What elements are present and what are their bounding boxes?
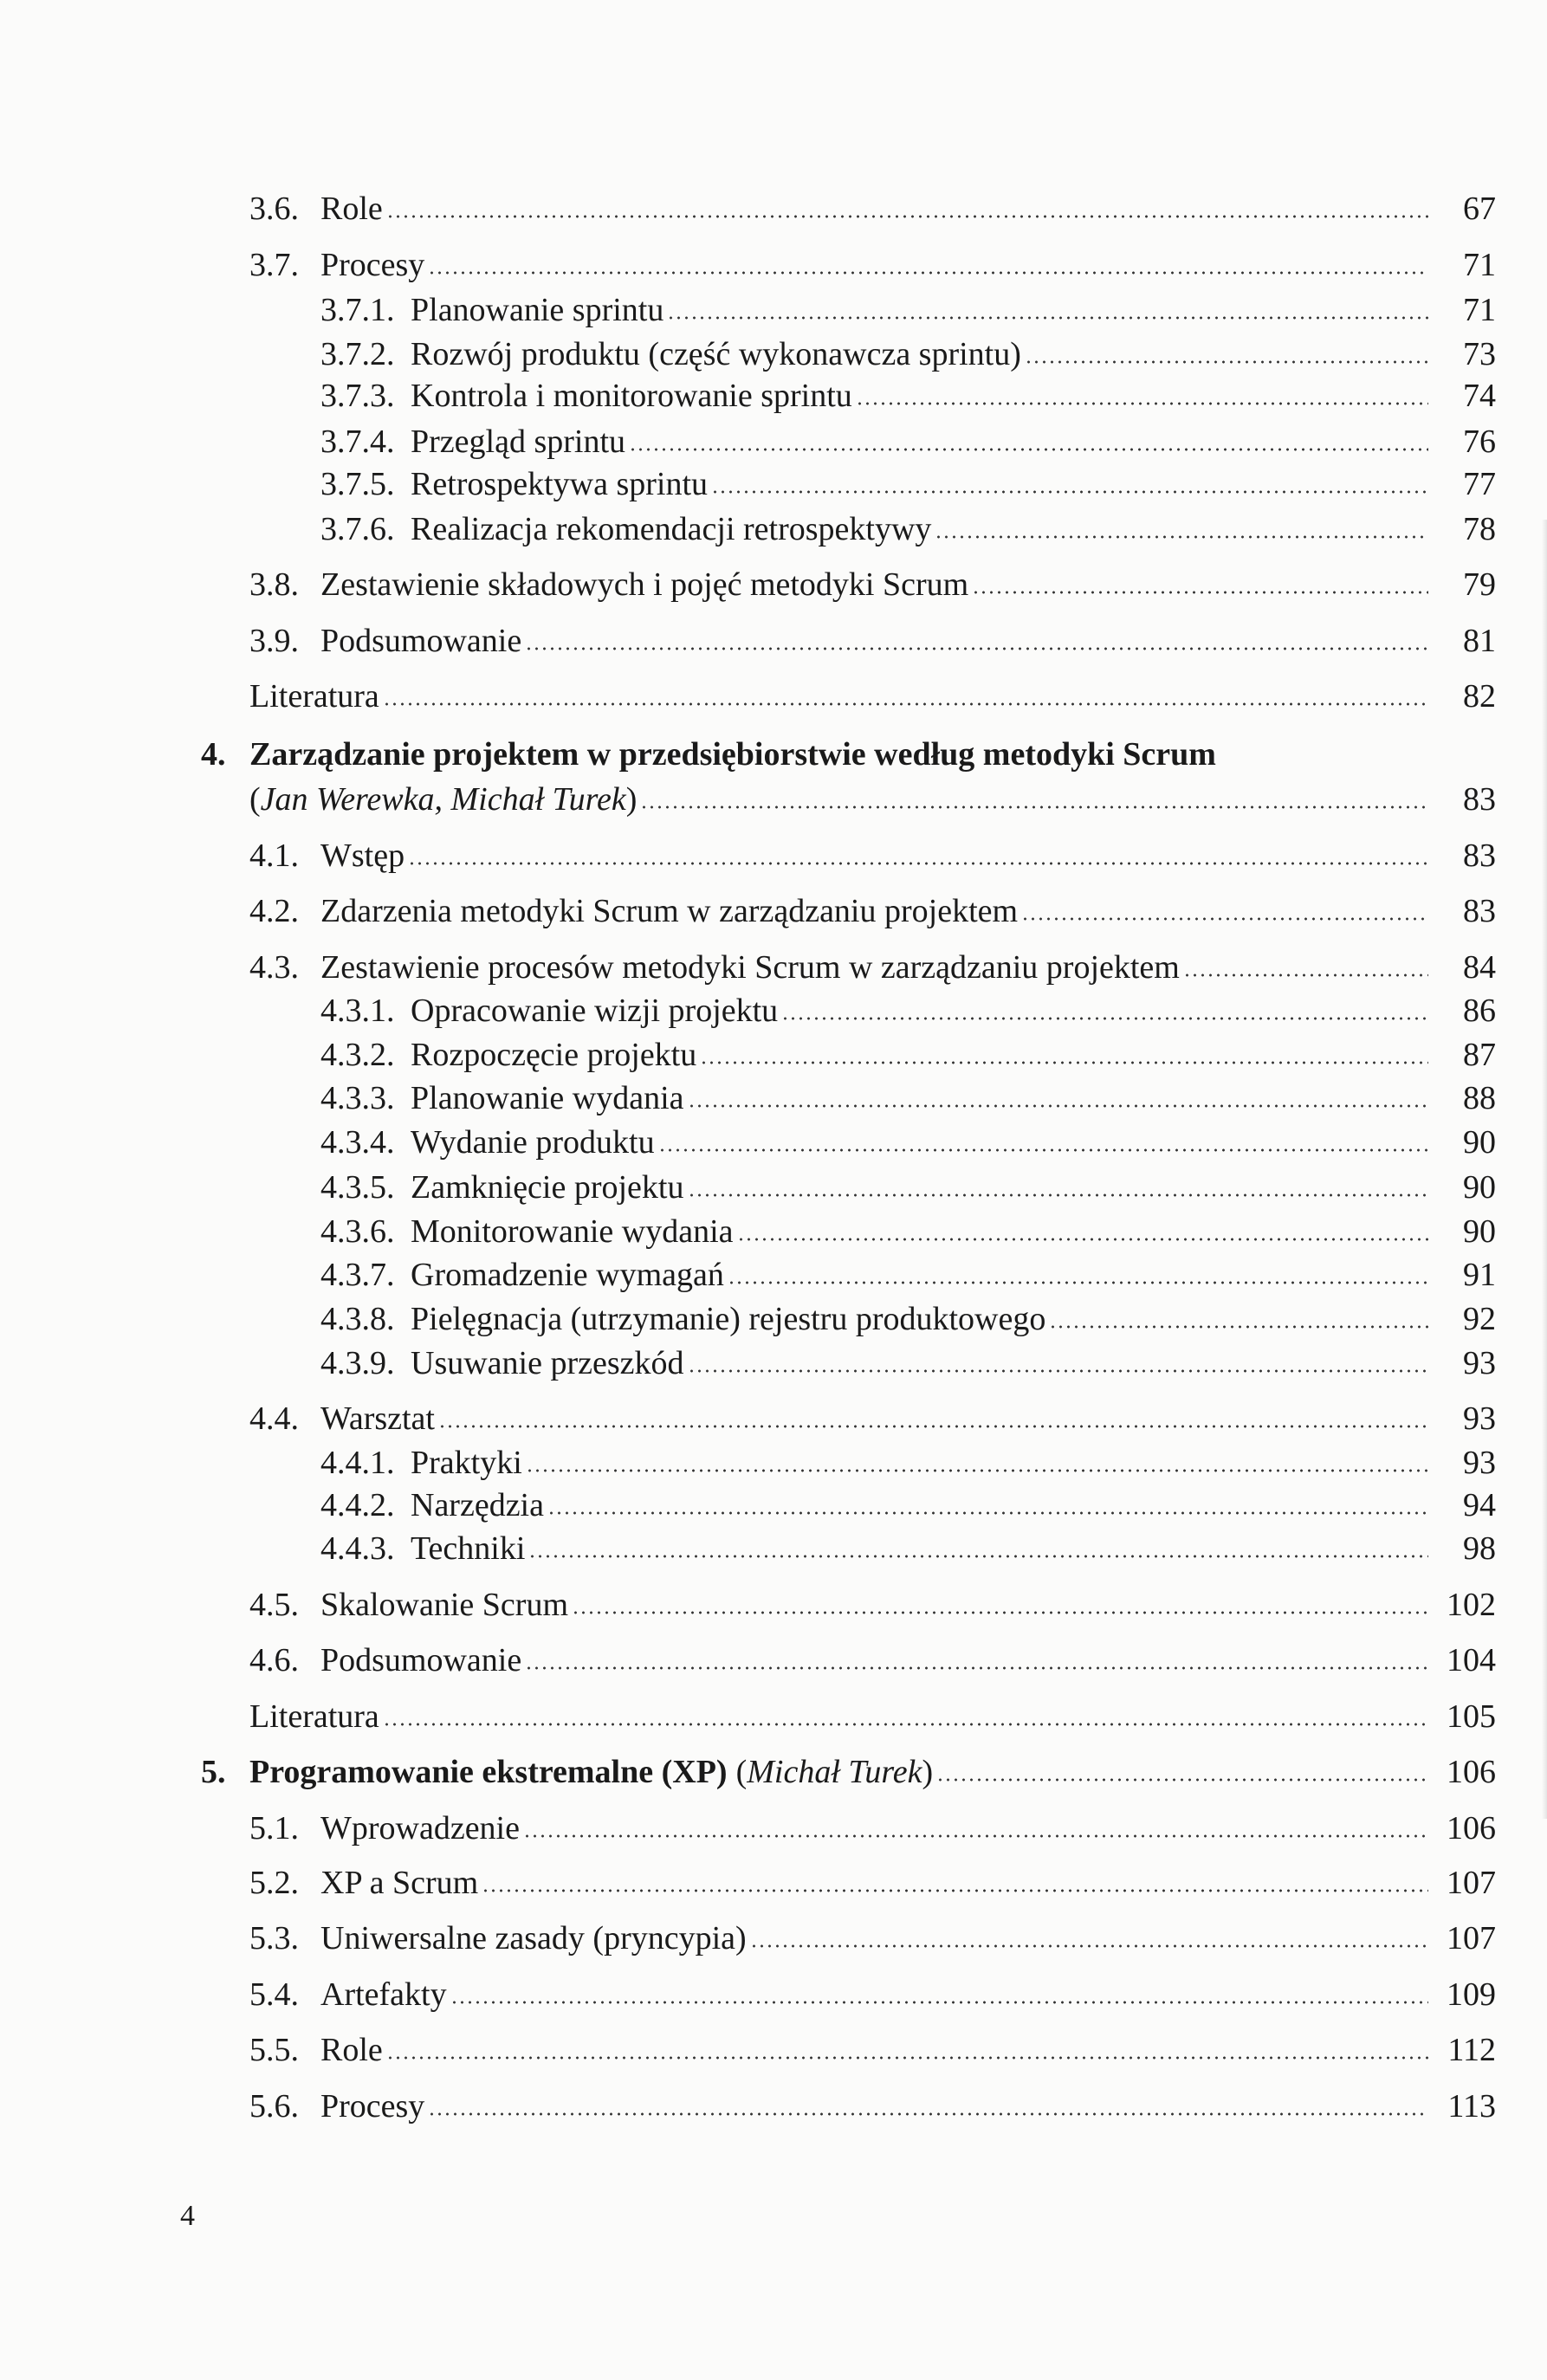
toc-entry: [320, 1255, 1496, 1295]
entry-title: Role: [320, 2032, 383, 2068]
toc-entry: [320, 422, 1496, 462]
toc-entry: [320, 290, 1496, 330]
dot-leader: [711, 489, 1428, 495]
dot-leader: [525, 646, 1428, 651]
toc-entry: [320, 1343, 1496, 1383]
entry-title: Zestawienie procesów metodyki Scrum w zarządzaniu projektem: [320, 949, 1180, 986]
entry-page: 83: [1463, 893, 1496, 929]
entry-page: 106: [1447, 1754, 1496, 1790]
entry-number: 5.1.: [249, 1810, 299, 1846]
dot-leader: [523, 1834, 1428, 1839]
toc-entry: [249, 779, 1496, 819]
entry-page: 74: [1463, 378, 1496, 414]
entry-title: Procesy: [320, 247, 425, 283]
toc-entry: [249, 947, 1496, 987]
entry-page: 90: [1463, 1169, 1496, 1206]
entry-number: 4.: [201, 736, 226, 773]
entry-page: 82: [1463, 678, 1496, 715]
toc-entry: [249, 565, 1496, 605]
entry-number: 3.6.: [249, 191, 299, 227]
dot-leader: [640, 805, 1428, 810]
dot-leader: [383, 702, 1428, 707]
dot-leader: [438, 1424, 1428, 1429]
dot-leader: [528, 1554, 1428, 1559]
entry-title: Kontrola i monitorowanie sprintu: [411, 378, 852, 414]
entry-number: 4.1.: [249, 838, 299, 874]
dot-leader: [688, 1368, 1428, 1374]
entry-title: Narzędzia: [411, 1487, 544, 1523]
toc-entry: [249, 676, 1496, 716]
dot-leader: [428, 2112, 1428, 2117]
toc-entry: [249, 621, 1496, 661]
entry-title: Zamknięcie projektu: [411, 1169, 684, 1206]
entry-title: Rozpoczęcie projektu: [411, 1037, 697, 1073]
dot-leader: [1021, 916, 1428, 922]
entry-title: Skalowanie Scrum: [320, 1587, 569, 1623]
toc-entry: [249, 245, 1496, 285]
entry-title: Wprowadzenie: [320, 1810, 520, 1846]
entry-page: 104: [1447, 1642, 1496, 1678]
entry-page: 112: [1447, 2032, 1496, 2068]
toc-entry: [320, 509, 1496, 549]
entry-page: 92: [1463, 1301, 1496, 1337]
toc-entry: [249, 189, 1496, 229]
entry-title: Wstęp: [320, 838, 405, 874]
entry-number: 4.3.4.: [320, 1124, 395, 1161]
entry-number: 4.3.7.: [320, 1257, 395, 1293]
entry-page: 84: [1463, 949, 1496, 986]
entry-page: 88: [1463, 1080, 1496, 1116]
entry-title: Wydanie produktu: [411, 1124, 655, 1161]
entry-title: XP a Scrum: [320, 1865, 479, 1901]
entry-number: 4.3.6.: [320, 1213, 395, 1250]
toc-entry: [249, 1697, 1496, 1736]
entry-author: ( Michał Turek ): [736, 1752, 934, 1792]
toc-entry: [249, 1975, 1496, 2015]
entry-page: 109: [1447, 1976, 1496, 2013]
entry-title: Literatura: [249, 678, 379, 715]
toc-entry: [249, 1918, 1496, 1958]
entry-page: 93: [1463, 1345, 1496, 1381]
entry-number: 5.2.: [249, 1865, 299, 1901]
entry-page: 94: [1463, 1487, 1496, 1523]
entry-title: Opracowanie wizji projektu: [411, 993, 779, 1029]
entry-number: 4.4.3.: [320, 1530, 395, 1567]
toc-entry: [320, 376, 1496, 416]
entry-number: 3.7.6.: [320, 511, 395, 547]
entry-page: 105: [1447, 1698, 1496, 1735]
entry-title: Programowanie ekstremalne (XP): [249, 1754, 728, 1790]
entry-number: 4.4.: [249, 1400, 299, 1437]
dot-leader: [737, 1237, 1428, 1242]
entry-title: Role: [320, 191, 383, 227]
entry-title: Zarządzanie projektem w przedsiębiorstwie według metodyki Scrum: [249, 736, 1216, 773]
entry-number: 3.9.: [249, 623, 299, 659]
entry-number: 3.7.2.: [320, 336, 395, 372]
toc-entry: [320, 991, 1496, 1031]
entry-page: 86: [1463, 993, 1496, 1029]
dot-leader: [408, 861, 1428, 866]
dot-leader: [428, 270, 1428, 275]
entry-number: 4.3.5.: [320, 1169, 395, 1206]
dot-leader: [750, 1943, 1428, 1949]
dot-leader: [972, 590, 1428, 595]
entry-page: 93: [1463, 1400, 1496, 1437]
toc-entry: [320, 1485, 1496, 1525]
toc-entry: [201, 1752, 1496, 1792]
entry-title: Podsumowanie: [320, 623, 522, 659]
toc-entry: [320, 1212, 1496, 1251]
entry-page: 71: [1463, 292, 1496, 328]
entry-page: 91: [1463, 1257, 1496, 1293]
entry-title: Retrospektywa sprintu: [411, 466, 709, 502]
dot-leader: [386, 214, 1428, 219]
entry-page: 83: [1463, 781, 1496, 818]
entry-page: 78: [1463, 511, 1496, 547]
entry-number: 4.3.8.: [320, 1301, 395, 1337]
entry-number: 4.3.: [249, 949, 299, 986]
toc-entry: [320, 1299, 1496, 1339]
dot-leader: [1183, 973, 1428, 978]
toc-entry: [320, 1167, 1496, 1207]
entry-page: 107: [1447, 1865, 1496, 1901]
toc-entry: [249, 2086, 1496, 2126]
toc-entry: [201, 734, 1496, 774]
dot-leader: [525, 1665, 1428, 1671]
dot-leader: [1025, 359, 1428, 365]
entry-page: 83: [1463, 838, 1496, 874]
entry-page: 107: [1447, 1920, 1496, 1956]
entry-title: Realizacja rekomendacji retrospektywy: [411, 511, 932, 547]
dot-leader: [700, 1060, 1428, 1065]
toc-entry: [320, 1529, 1496, 1568]
entry-title: Zestawienie składowych i pojęć metodyki Scrum: [320, 566, 969, 603]
entry-title: Uniwersalne zasady (pryncypia): [320, 1920, 747, 1956]
entry-title: Rozwój produktu (część wykonawcza sprintu): [411, 336, 1021, 372]
entry-title: Pielęgnacja (utrzymanie) rejestru produktowego: [411, 1301, 1046, 1337]
toc-entry: [249, 891, 1496, 931]
entry-title: Literatura: [249, 1698, 379, 1735]
entry-title: Warsztat: [320, 1400, 435, 1437]
toc-entry: [320, 1078, 1496, 1118]
entry-page: 106: [1447, 1810, 1496, 1846]
toc-entry: [249, 1585, 1496, 1625]
entry-number: 3.8.: [249, 566, 299, 603]
toc-entry: [249, 1808, 1496, 1848]
page-number: 4: [180, 2200, 195, 2232]
entry-title: Procesy: [320, 2088, 425, 2125]
entry-number: 4.2.: [249, 893, 299, 929]
dot-leader: [383, 1722, 1428, 1727]
entry-number: 4.6.: [249, 1642, 299, 1678]
entry-page: 73: [1463, 336, 1496, 372]
entry-title: Zdarzenia metodyki Scrum w zarządzaniu projektem: [320, 893, 1019, 929]
dot-leader: [572, 1610, 1428, 1615]
toc-entry: [320, 1443, 1496, 1483]
entry-page: 77: [1463, 466, 1496, 502]
toc-entry: [249, 1399, 1496, 1439]
entry-number: 3.7.5.: [320, 466, 395, 502]
toc-entry: [320, 1035, 1496, 1075]
entry-title: Praktyki: [411, 1445, 522, 1481]
dot-leader: [386, 2055, 1428, 2060]
entry-title: Planowanie wydania: [411, 1080, 684, 1116]
toc-entry: [320, 464, 1496, 504]
entry-page: 90: [1463, 1124, 1496, 1161]
entry-page: 79: [1463, 566, 1496, 603]
entry-title: Techniki: [411, 1530, 526, 1567]
entry-page: 67: [1463, 191, 1496, 227]
dot-leader: [688, 1103, 1428, 1109]
entry-page: 113: [1447, 2088, 1496, 2125]
dot-leader: [482, 1888, 1428, 1893]
entry-number: 4.4.1.: [320, 1445, 395, 1481]
entry-number: 3.7.4.: [320, 424, 395, 460]
entry-number: 5.6.: [249, 2088, 299, 2125]
dot-leader: [728, 1280, 1428, 1285]
dot-leader: [526, 1468, 1428, 1473]
entry-title: Usuwanie przeszkód: [411, 1345, 684, 1381]
entry-number: 4.3.3.: [320, 1080, 395, 1116]
toc-entry: [249, 1863, 1496, 1903]
entry-page: 98: [1463, 1530, 1496, 1567]
toc-entry: [320, 334, 1496, 374]
entry-number: 4.3.2.: [320, 1037, 395, 1073]
entry-number: 4.3.9.: [320, 1345, 395, 1381]
entry-page: 87: [1463, 1037, 1496, 1073]
entry-page: 71: [1463, 247, 1496, 283]
entry-page: 90: [1463, 1213, 1496, 1250]
entry-number: 3.7.: [249, 247, 299, 283]
entry-number: 4.4.2.: [320, 1487, 395, 1523]
dot-leader: [547, 1510, 1428, 1516]
dot-leader: [658, 1148, 1428, 1153]
entry-number: 3.7.1.: [320, 292, 395, 328]
entry-number: 4.3.1.: [320, 993, 395, 1029]
toc-entry: [320, 1122, 1496, 1162]
dot-leader: [936, 1777, 1428, 1782]
dot-leader: [450, 2000, 1428, 2005]
dot-leader: [781, 1016, 1428, 1021]
entry-page: 102: [1447, 1587, 1496, 1623]
dot-leader: [688, 1193, 1429, 1198]
entry-number: 5.4.: [249, 1976, 299, 2013]
entry-title: Planowanie sprintu: [411, 292, 664, 328]
entry-author: ( Jan Werewka, Michał Turek ): [249, 779, 637, 819]
dot-leader: [856, 401, 1428, 406]
entry-title: Podsumowanie: [320, 1642, 522, 1678]
entry-number: 5.: [201, 1754, 226, 1790]
entry-title: Gromadzenie wymagań: [411, 1257, 724, 1293]
entry-page: 81: [1463, 623, 1496, 659]
entry-page: 93: [1463, 1445, 1496, 1481]
entry-title: Przegląd sprintu: [411, 424, 626, 460]
entry-title: Artefakty: [320, 1976, 447, 2013]
dot-leader: [935, 534, 1428, 540]
toc-entry: [249, 836, 1496, 876]
entry-number: 5.3.: [249, 1920, 299, 1956]
entry-number: 3.7.3.: [320, 378, 395, 414]
toc-entry: [249, 2030, 1496, 2070]
entry-number: 4.5.: [249, 1587, 299, 1623]
entry-number: 5.5.: [249, 2032, 299, 2068]
toc-entry: [249, 1640, 1496, 1680]
dot-leader: [1049, 1324, 1428, 1329]
entry-title: Monitorowanie wydania: [411, 1213, 734, 1250]
scan-edge-shadow: [1542, 520, 1547, 1819]
entry-page: 76: [1463, 424, 1496, 460]
dot-leader: [667, 315, 1428, 320]
dot-leader: [629, 447, 1428, 452]
